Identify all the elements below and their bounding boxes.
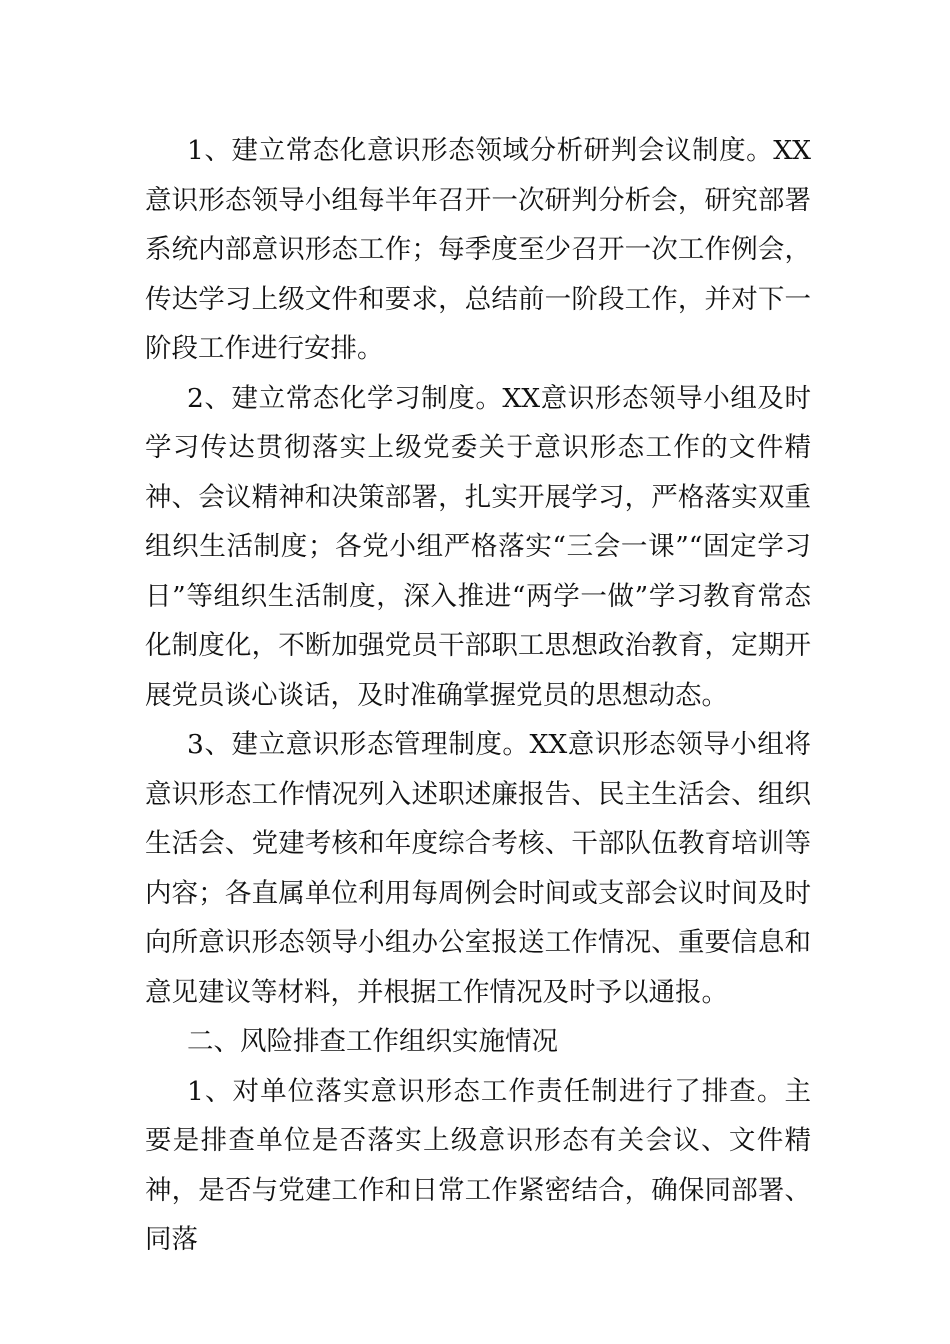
paragraph-meeting-system: 1、建立常态化意识形态领域分析研判会议制度。XX意识形态领导小组每半年召开一次研判分析会，研究部署系统内部意识形态工作；每季度至少召开一次工作例会，传达学习上级文件和要求，总结前一阶段工作，并对下一阶段工作进行安排。 bbox=[145, 135, 811, 364]
paragraph-study-system: 2、建立常态化学习制度。XX意识形态领导小组及时学习传达贯彻落实上级党委关于意识形态工作的文件精神、会议精神和决策部署，扎实开展学习，严格落实双重组织生活制度；各党小组严格落实“三会一课”“固定学习日”等组织生活制度，深入推进“两学一做”学习教育常态化制度化，不断加强党员干部职工思想政治教育，定期开展党员谈心谈话，及时准确掌握党员的思想动态。 bbox=[145, 382, 811, 711]
section-heading-risk-check: 二、风险排查工作组织实施情况 bbox=[187, 1026, 558, 1057]
document-body bbox=[145, 126, 811, 1265]
paragraph-responsibility-check: 1、对单位落实意识形态工作责任制进行了排查。主要是排查单位是否落实上级意识形态有关会议、文件精神，是否与党建工作和日常工作紧密结合，确保同部署、同落 bbox=[145, 1075, 811, 1255]
paragraph-management-system: 3、建立意识形态管理制度。XX意识形态领导小组将意识形态工作情况列入述职述廉报告、民主生活会、组织生活会、党建考核和年度综合考核、干部队伍教育培训等内容；各直属单位利用每周例会时间或支部会议时间及时向所意识形态领导小组办公室报送工作情况、重要信息和意见建议等材料，并根据工作情况及时予以通报。 bbox=[145, 729, 811, 1008]
